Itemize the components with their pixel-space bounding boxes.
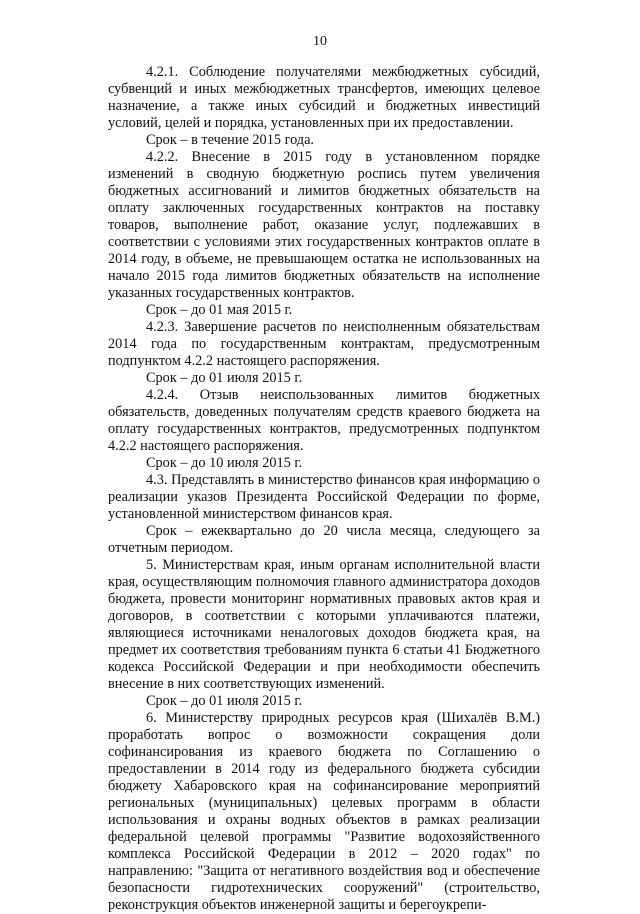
paragraph-4-2-2: 4.2.2. Внесение в 2015 году в установленном порядке изменений в сводную бюджетную роспись путем увеличения бюджетных ассигнований и лимитов бюджетных обязательств на оплату заключенных государственных контрактов на поставку товаров, выполнение работ, оказание услуг, подлежавших в соответствии с условиями этих государственных контрактов оплате в 2014 году, в объеме, не превышающем остатка не использованных на начало 2015 года лимитов бюджетных обязательств на исполнение указанных государственных контрактов. bbox=[108, 149, 540, 301]
document-body bbox=[108, 64, 540, 914]
paragraph-5: 5. Министерствам края, иным органам исполнительной власти края, осуществляющим полномочия главного администратора доходов бюджета, провести мониторинг нормативных правовых актов края и договоров, в соответствии с которыми уплачиваются платежи, являющиеся источниками неналоговых доходов бюджета края, на предмет их соответствия требованиям пункта 6 статьи 41 Бюджетного кодекса Российской Федерации и при необходимости обеспечить внесение в них соответствующих изменений. bbox=[108, 557, 540, 692]
deadline-5: Срок – до 01 июля 2015 г. bbox=[146, 693, 303, 709]
page-number: 10 bbox=[313, 34, 327, 49]
deadline-4-3: Срок – ежеквартально до 20 числа месяца, следующего за отчетным периодом. bbox=[108, 523, 540, 556]
paragraph-4-2-4: 4.2.4. Отзыв неиспользованных лимитов бюджетных обязательств, доведенных получателям средств краевого бюджета на оплату государственных контрактов, предусмотренных подпунктом 4.2.2 настоящего распоряжения. bbox=[108, 387, 540, 454]
deadline-4-2-4: Срок – до 10 июля 2015 г. bbox=[146, 455, 303, 471]
deadline-4-2-3: Срок – до 01 июля 2015 г. bbox=[146, 370, 303, 386]
paragraph-6: 6. Министерству природных ресурсов края (Шихалёв В.М.) проработать вопрос о возможности сокращения доли софинансирования из краевого бюджета по Соглашению о предоставлении в 2014 году из федерального бюджета субсидии бюджету Хабаровского края на софинансирование мероприятий региональных (муниципальных) целевых программ в области использования и охраны водных объектов в рамках реализации федеральной целевой программы "Развитие водохозяйственного комплекса Российской Федерации в 2012 – 2020 годах" по направлению: "Защита от негативного воздействия вод и обеспечение безопасности гидротехнических сооружений" (строительство, реконструкция объектов инженерной защиты и берегоукрепи- bbox=[108, 710, 540, 913]
deadline-4-2-2: Срок – до 01 мая 2015 г. bbox=[146, 302, 293, 318]
paragraph-4-2-1: 4.2.1. Соблюдение получателями межбюджетных субсидий, субвенций и иных межбюджетных трансфертов, имеющих целевое назначение, а также иных субсидий и бюджетных инвестиций условий, целей и порядка, установленных при их предоставлении. bbox=[108, 64, 540, 131]
paragraph-4-2-3: 4.2.3. Завершение расчетов по неисполненным обязательствам 2014 года по государственным контрактам, предусмотренным подпунктом 4.2.2 настоящего распоряжения. bbox=[108, 319, 540, 369]
deadline-4-2-1: Срок – в течение 2015 года. bbox=[146, 132, 315, 148]
paragraph-4-3: 4.3. Представлять в министерство финансов края информацию о реализации указов Президента Российской Федерации по форме, установленной министерством финансов края. bbox=[108, 472, 540, 522]
